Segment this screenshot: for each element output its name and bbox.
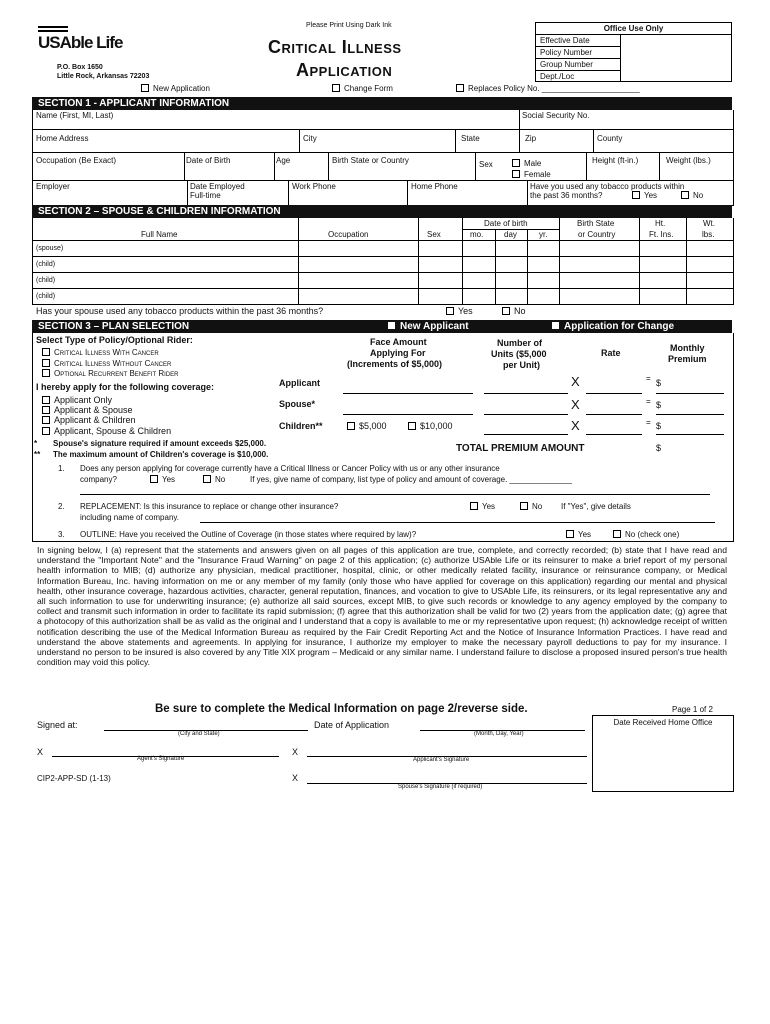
tobacco-yes[interactable]: Yes bbox=[632, 191, 657, 200]
units-h2: Units ($5,000 bbox=[491, 349, 547, 359]
date-received-box[interactable] bbox=[592, 715, 734, 792]
children-x: X bbox=[571, 418, 580, 433]
children-rate-line[interactable] bbox=[586, 434, 642, 435]
s2-day-header: day bbox=[504, 230, 517, 239]
weight-field[interactable]: Weight (lbs.) bbox=[666, 156, 711, 165]
units-h1: Number of bbox=[497, 338, 542, 348]
coverage-2-checkbox[interactable] bbox=[42, 406, 50, 414]
tobacco-no[interactable]: No bbox=[681, 191, 703, 200]
sex-label: Sex bbox=[479, 160, 493, 169]
policy-type-1-checkbox[interactable] bbox=[42, 348, 50, 356]
s2-full-name-header: Full Name bbox=[141, 230, 178, 239]
s2-dob-header: Date of birth bbox=[484, 219, 528, 228]
rate-header: Rate bbox=[601, 348, 621, 358]
spouse-sig-caption: Spouse's Signature (if required) bbox=[398, 784, 483, 790]
section-2-grid bbox=[32, 218, 734, 305]
child-5000-checkbox[interactable] bbox=[347, 422, 355, 430]
occupation-field[interactable]: Occupation (Be Exact) bbox=[36, 156, 117, 165]
face-amount-h3: (Increments of $5,000) bbox=[347, 359, 443, 369]
coverage-4[interactable]: Applicant, Spouse & Children bbox=[42, 426, 171, 436]
child-row-3[interactable]: (child) bbox=[36, 293, 56, 300]
applicant-eq: = bbox=[646, 374, 651, 383]
face-amount-h1: Face Amount bbox=[370, 337, 427, 347]
q1-no[interactable]: No bbox=[203, 475, 225, 484]
children-eq: = bbox=[646, 418, 651, 427]
coverage-1-checkbox[interactable] bbox=[42, 396, 50, 404]
authorization-text: In signing below, I (a) represent that the statements and answers given on all pages of this application are true, complete, and correctly recorded; (b) state that I have read and understand the "Important Note" and the "Insurance Fraud Warning" on page 2 of this application; (c) authorize USAble Life or its reinsurer to make a brief report of my personal health information to MIB; (d) authorize any physician, medical practitioner, hospital, clinic, or other medically related facility, insurance or reinsurance company, or Medical Information Bureau, Inc. having information on me or any member of my family (only those who have applied for coverage on this application) regarding our mental and physical health, other insurance coverage, hazardous activities, character, general reputation, finances, and vocation to give to USAble Life, its reinsurers, or its legal representative any and all such information to use for underwriting insurance; (e) authorize all said sources, except MIB, to give such records or knowledge to any agency employed by the company to collect and transmit such information in order to facilitate its rapid submission; (f) agree that this authorization shall be valid for two (2) years from the application date; (g) agree that a photocopy of this authorization shall be as valid as the original and I understand that a copy is available to me or my representative upon request; (h) acknowledge receipt of written notification describing the use of the Medical Information Bureau as required by the Fair Credit Reporting Act and the Notice of Insurance Information Practices. I have read and understand the above statements and agreements. In applying for insurance, I authorize my employer to make the necessary payroll deductions to pay for my insurance. I understand no person to be insured is also covered by any Title XIX program – Medicaid or any similar name. I understand failure to disclose a proposed insured person's true health condition may void this policy. bbox=[37, 545, 727, 668]
male-option[interactable]: Male bbox=[512, 159, 541, 168]
s2-birth-state-header: Birth State bbox=[577, 219, 615, 228]
q1-number: 1. bbox=[58, 464, 65, 473]
q1-yes[interactable]: Yes bbox=[150, 475, 175, 484]
question-1: Does any person applying for coverage currently have a Critical Illness or Cancer Policy with us or any other insurance bbox=[80, 464, 500, 473]
tobacco-question: Have you used any tobacco products within bbox=[530, 182, 685, 191]
applicant-rate-line[interactable] bbox=[586, 393, 642, 394]
policy-type-3[interactable]: Optional Recurrent Benefit Rider bbox=[42, 369, 178, 378]
question-1b: company? bbox=[80, 475, 117, 484]
po-box: P.O. Box 1650 bbox=[57, 64, 103, 71]
section-3-title: SECTION 3 – PLAN SELECTION bbox=[38, 321, 190, 332]
coverage-3[interactable]: Applicant & Children bbox=[42, 415, 136, 425]
coverage-4-checkbox[interactable] bbox=[42, 427, 50, 435]
total-dollar: $ bbox=[656, 443, 662, 453]
new-application-option[interactable]: New Application bbox=[141, 84, 210, 93]
section-1-header: SECTION 1 - APPLICANT INFORMATION bbox=[32, 97, 732, 110]
monthly-h2: Premium bbox=[668, 354, 707, 364]
s2-yr-header: yr. bbox=[539, 230, 548, 239]
s2-mo-header: mo. bbox=[470, 230, 484, 239]
form-title-1: Critical Illness bbox=[268, 37, 402, 57]
section-3-header bbox=[32, 320, 732, 333]
date-employed-field[interactable]: Date Employed bbox=[190, 182, 245, 191]
applicant-row-label: Applicant bbox=[279, 378, 321, 388]
agent-sig-caption: Agent's Signature bbox=[137, 756, 185, 762]
spouse-x-sig: X bbox=[292, 773, 299, 783]
medical-info-reminder: Be sure to complete the Medical Information on page 2/reverse side. bbox=[155, 703, 528, 715]
policy-type-2-checkbox[interactable] bbox=[42, 359, 50, 367]
spouse-tobacco-no[interactable]: No bbox=[502, 306, 526, 316]
q3-no-checkbox[interactable] bbox=[613, 530, 621, 538]
spouse-units-line[interactable] bbox=[484, 414, 568, 415]
question-2b: including name of company. bbox=[80, 513, 180, 522]
children-premium-line[interactable] bbox=[656, 434, 724, 435]
city-field[interactable]: City bbox=[303, 134, 317, 143]
s2-country-header: or Country bbox=[578, 230, 616, 239]
office-group-number: Group Number bbox=[536, 59, 621, 71]
page-number: Page 1 of 2 bbox=[672, 705, 713, 714]
office-dept-loc: Dept./Loc bbox=[536, 71, 621, 82]
q2-no-checkbox[interactable] bbox=[520, 502, 528, 510]
county-field[interactable]: County bbox=[597, 134, 623, 143]
total-premium-label: TOTAL PREMIUM AMOUNT bbox=[456, 443, 585, 454]
child-10000-checkbox[interactable] bbox=[408, 422, 416, 430]
s2-wt-header: Wt. bbox=[703, 219, 715, 228]
print-note: Please Print Using Dark Ink bbox=[306, 22, 392, 29]
app-change-option[interactable]: Application for Change bbox=[552, 320, 674, 333]
full-time-label: Full-time bbox=[190, 191, 221, 200]
q2-yes[interactable]: Yes bbox=[470, 502, 495, 511]
q2-number: 2. bbox=[58, 502, 65, 511]
agent-x: X bbox=[37, 747, 44, 757]
question-3: OUTLINE: Have you received the Outline of Coverage (in those states where required by law)? bbox=[80, 530, 417, 539]
company-city: Little Rock, Arkansas 72203 bbox=[57, 73, 150, 80]
office-effective-date: Effective Date bbox=[536, 35, 621, 47]
applicant-x: X bbox=[571, 374, 580, 389]
male-checkbox[interactable] bbox=[512, 159, 520, 167]
spouse-tobacco-yes[interactable]: Yes bbox=[446, 306, 473, 316]
mdy-caption: (Month, Day, Year) bbox=[474, 731, 524, 737]
office-use-title: Office Use Only bbox=[536, 23, 731, 35]
replaces-policy-checkbox[interactable] bbox=[456, 84, 464, 92]
birth-state-field[interactable]: Birth State or Country bbox=[332, 156, 409, 165]
new-application-checkbox[interactable] bbox=[141, 84, 149, 92]
form-id: CIP2-APP-SD (1-13) bbox=[37, 774, 111, 783]
female-option[interactable]: Female bbox=[512, 170, 551, 179]
height-field[interactable]: Height (ft-in.) bbox=[592, 156, 639, 165]
q3-yes-checkbox[interactable] bbox=[566, 530, 574, 538]
q2-yes-checkbox[interactable] bbox=[470, 502, 478, 510]
q2-answer-line[interactable] bbox=[200, 522, 715, 523]
applicant-x-sig: X bbox=[292, 747, 299, 757]
coverage-3-checkbox[interactable] bbox=[42, 416, 50, 424]
applicant-units-line[interactable] bbox=[484, 393, 568, 394]
q1-yes-checkbox[interactable] bbox=[150, 475, 158, 483]
q1-no-checkbox[interactable] bbox=[203, 475, 211, 483]
logo bbox=[38, 26, 138, 53]
spouse-row-label: Spouse* bbox=[279, 399, 316, 409]
name-field[interactable]: Name (First, MI, Last) bbox=[36, 111, 114, 120]
q2-no[interactable]: No bbox=[520, 502, 542, 511]
question-1c: If yes, give name of company, list type of policy and amount of coverage. ______________ bbox=[250, 475, 572, 484]
select-type-label: Select Type of Policy/Optional Rider: bbox=[36, 335, 193, 345]
age-field[interactable]: Age bbox=[276, 156, 291, 165]
q3-no[interactable]: No (check one) bbox=[613, 530, 679, 539]
spouse-dollar: $ bbox=[656, 400, 662, 410]
form-title-2: Application bbox=[296, 60, 393, 80]
zip-field[interactable]: Zip bbox=[525, 134, 537, 143]
children-units-line[interactable] bbox=[484, 434, 568, 435]
ssn-field[interactable]: Social Security No. bbox=[522, 111, 590, 120]
child-row-2[interactable]: (child) bbox=[36, 277, 56, 284]
applicant-premium-line[interactable] bbox=[656, 393, 724, 394]
logo-text: USAble Life bbox=[38, 33, 123, 52]
child-row-1[interactable]: (child) bbox=[36, 261, 56, 268]
employer-field[interactable]: Employer bbox=[36, 182, 70, 191]
child-10000-option[interactable]: $10,000 bbox=[408, 421, 453, 431]
children-row-label: Children** bbox=[279, 421, 323, 431]
spouse-premium-line[interactable] bbox=[656, 414, 724, 415]
spouse-eq: = bbox=[646, 397, 651, 406]
dob-field[interactable]: Date of Birth bbox=[186, 156, 231, 165]
tobacco-yes-checkbox[interactable] bbox=[632, 191, 640, 199]
s2-ftins-header: Ft. Ins. bbox=[649, 230, 674, 239]
face-amount-h2: Applying For bbox=[370, 348, 426, 358]
spouse-rate-line[interactable] bbox=[586, 414, 642, 415]
hereby-label: I hereby apply for the following coverage: bbox=[36, 382, 215, 392]
new-applicant-option[interactable]: New Applicant bbox=[388, 320, 469, 333]
work-phone-field[interactable]: Work Phone bbox=[292, 182, 336, 191]
state-field[interactable]: State bbox=[461, 134, 480, 143]
city-state-caption: (City and State) bbox=[178, 731, 220, 737]
units-h3: per Unit) bbox=[503, 360, 540, 370]
child-5000-option[interactable]: $5,000 bbox=[347, 421, 387, 431]
note-star-1: * bbox=[34, 439, 38, 448]
child-max-note: The maximum amount of Children's coverage is $10,000. bbox=[53, 450, 269, 459]
replaces-policy-option[interactable]: Replaces Policy No. ______________________ bbox=[456, 84, 640, 93]
spouse-tobacco-question: Has your spouse used any tobacco products within the past 36 months? bbox=[36, 306, 324, 316]
s2-ht-header: Ht. bbox=[655, 219, 666, 228]
applicant-sig-caption: Applicant's Signature bbox=[413, 757, 470, 763]
children-dollar: $ bbox=[656, 421, 662, 431]
tobacco-no-checkbox[interactable] bbox=[681, 191, 689, 199]
coverage-2[interactable]: Applicant & Spouse bbox=[42, 405, 133, 415]
spouse-tobacco-yes-checkbox[interactable] bbox=[446, 307, 454, 315]
coverage-1[interactable]: Applicant Only bbox=[42, 395, 112, 405]
q1-answer-line[interactable] bbox=[80, 494, 710, 495]
office-policy-number: Policy Number bbox=[536, 47, 621, 59]
s2-sex-header: Sex bbox=[427, 230, 441, 239]
question-2: REPLACEMENT: Is this insurance to replace or change other insurance? bbox=[80, 502, 339, 511]
spouse-row[interactable]: (spouse) bbox=[36, 245, 64, 252]
q3-yes[interactable]: Yes bbox=[566, 530, 591, 539]
office-use-box bbox=[535, 22, 732, 82]
note-star-2: ** bbox=[34, 450, 41, 459]
home-phone-field[interactable]: Home Phone bbox=[411, 182, 458, 191]
date-app-label: Date of Application bbox=[314, 720, 390, 730]
s2-lbs-header: lbs. bbox=[702, 230, 715, 239]
spouse-face-line[interactable] bbox=[343, 414, 473, 415]
applicant-face-line[interactable] bbox=[343, 393, 473, 394]
tobacco-question-2: the past 36 months? bbox=[530, 191, 603, 200]
q3-number: 3. bbox=[58, 530, 65, 539]
spouse-tobacco-no-checkbox[interactable] bbox=[502, 307, 510, 315]
policy-type-1[interactable]: Critical Illness With Cancer bbox=[42, 348, 159, 357]
section-2-header: SECTION 2 – SPOUSE & CHILDREN INFORMATION bbox=[32, 205, 732, 218]
change-form-checkbox[interactable] bbox=[332, 84, 340, 92]
address-field[interactable]: Home Address bbox=[36, 134, 89, 143]
date-received-label: Date Received Home Office bbox=[613, 718, 713, 727]
applicant-dollar: $ bbox=[656, 378, 662, 388]
spouse-sig-note: Spouse's signature required if amount exceeds $25,000. bbox=[53, 439, 267, 448]
change-form-option[interactable]: Change Form bbox=[332, 84, 393, 93]
s2-occupation-header: Occupation bbox=[328, 230, 369, 239]
policy-type-2[interactable]: Critical Illness Without Cancer bbox=[42, 359, 171, 368]
question-2c: If "Yes", give details bbox=[561, 502, 631, 511]
spouse-x: X bbox=[571, 397, 580, 412]
female-checkbox[interactable] bbox=[512, 170, 520, 178]
signed-at-label: Signed at: bbox=[37, 720, 78, 730]
monthly-h1: Monthly bbox=[670, 343, 705, 353]
policy-type-3-checkbox[interactable] bbox=[42, 369, 50, 377]
